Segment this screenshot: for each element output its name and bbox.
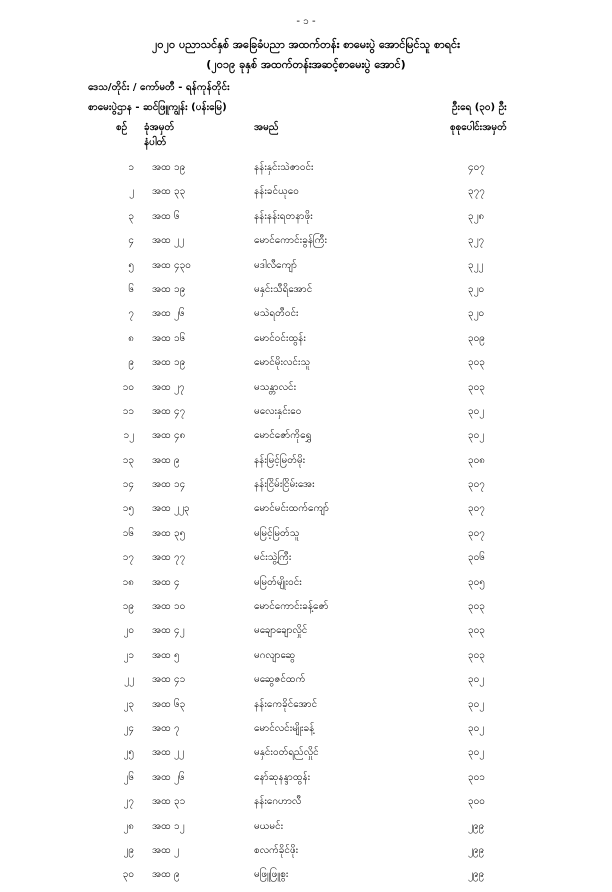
results-table [0, 160, 612, 892]
row-number: ၂ [129, 186, 134, 198]
roll-number: အထ ၂ [152, 844, 179, 856]
total-marks: ၃၀၂ [468, 747, 485, 759]
total-marks: ၃၀၅ [468, 576, 485, 588]
total-marks: ၃၀၂ [468, 405, 485, 417]
row-number: ၃၀ [122, 869, 134, 881]
table-row [0, 550, 612, 574]
roll-number: အထ ၅ [152, 649, 180, 661]
table-row [0, 599, 612, 623]
row-number: ၁၉ [122, 601, 134, 613]
document-subtitle: (၂၀၁၉ ခုနှစ် အထက်တန်းအဆင့်စာမေးပွဲ အောင်) [206, 58, 406, 71]
total-marks: ၃၀၃ [468, 381, 485, 393]
row-number: ၁၈ [122, 576, 134, 588]
row-number: ၁၅ [122, 503, 134, 515]
center-line: စာမေးပွဲဌာန - ဆင်ဖြူကျွန်း (ပန်းမြေ) [88, 102, 227, 113]
total-count: ဦးရေ (၃၀) ဦး [452, 102, 507, 113]
row-number: ၂၂ [124, 674, 134, 686]
table-row [0, 331, 612, 355]
roll-number: အထ ၂၇ [152, 381, 185, 393]
total-marks: ၃၀၃ [468, 625, 485, 637]
header-marks: စုစုပေါင်းအမှတ် [450, 122, 507, 133]
roll-number: အထ ၄ [152, 576, 180, 588]
student-name: မောင်ကောင်းခွန်ကြီး [254, 235, 328, 247]
row-number: ၁၆ [122, 527, 134, 539]
row-number: ၆ [128, 283, 134, 295]
student-name: မလေးနှင်းဝေ [254, 405, 302, 417]
row-number: ၃ [128, 210, 134, 222]
student-name: နန်းမြင့်မြတ်မိုး [254, 454, 306, 466]
student-name: စလက်ခိုင်ဖိုး [254, 844, 299, 856]
total-marks: ၃၀၃ [468, 357, 485, 369]
roll-number: အထ ၁၉ [152, 283, 186, 295]
table-row [0, 794, 612, 818]
table-row [0, 428, 612, 452]
student-name: မဆွေဇင်ထက် [254, 674, 306, 686]
row-number: ၁၁ [122, 405, 134, 417]
header-name: အမည် [254, 122, 279, 133]
student-name: မဒါလီကျော် [254, 259, 297, 271]
roll-number: အထ ၉ [152, 869, 180, 881]
student-name: မောင်ဝင်းထွန်း [254, 332, 306, 344]
total-marks: ၃၂၀ [468, 283, 485, 295]
row-number: ၂၄ [123, 722, 134, 734]
table-row [0, 282, 612, 306]
table-row [0, 697, 612, 721]
student-name: နန်းနန်းရတနာဖိုး [254, 210, 313, 222]
table-row [0, 477, 612, 501]
roll-number: အထ ၁၉ [152, 162, 186, 173]
table-row [0, 526, 612, 550]
roll-number: အထ ၁၄ [152, 479, 186, 491]
row-number: ၁၄ [122, 479, 134, 491]
roll-number: အထ ၂၂ [152, 235, 184, 247]
row-number: ၂၇ [123, 796, 134, 808]
roll-number: အထ ၃၅ [152, 527, 186, 539]
location-line: ဒေသ/တိုင်း / ကော်မတီ - ရန်ကုန်တိုင်း [88, 82, 230, 93]
table-row [0, 258, 612, 282]
roll-number: အထ ၆ [152, 210, 180, 222]
row-number: ၁ [128, 162, 134, 173]
table-row [0, 575, 612, 599]
row-number: ၄ [128, 235, 134, 247]
row-number: ၈ [128, 332, 134, 344]
table-row [0, 648, 612, 672]
student-name: မင်းသွဲ့ကြီး [254, 552, 292, 564]
table-row [0, 819, 612, 843]
roll-number: အထ ၁၂ [152, 820, 185, 832]
student-name: မနှင်းဝတ်ရည်လှိုင် [254, 747, 319, 759]
table-row [0, 306, 612, 330]
roll-number: အထ ၉ [152, 454, 180, 466]
student-name: နန်းကေခိုင်အောင် [254, 698, 318, 710]
total-marks: ၃၀၃ [468, 649, 485, 661]
page-number: - ၁ - [296, 16, 316, 27]
student-name: မသန္တာလင်း [254, 381, 297, 393]
roll-number: အထ ၃၁ [152, 796, 186, 808]
row-number: ၁၂ [123, 430, 134, 442]
roll-number: အထ ၃၃ [152, 186, 186, 198]
student-name: နန်းခင်ယုဝေ [254, 186, 299, 198]
table-row [0, 184, 612, 208]
student-name: မနှင်းသီရိအောင် [254, 283, 313, 295]
total-marks: ၃၀၆ [468, 552, 485, 564]
row-number: ၂၃ [123, 698, 134, 710]
row-number: ၂၀ [123, 625, 134, 637]
roll-number: အထ ၁၆ [152, 332, 186, 344]
student-name: မောင်လင်းမျိုးခန့် [254, 722, 315, 734]
student-name: မယမင်း [254, 820, 284, 832]
total-marks: ၃၀၈ [468, 454, 485, 466]
roll-number: အထ ၄၁ [152, 674, 186, 686]
total-marks: ၃၇၇ [468, 186, 485, 198]
row-number: ၁၇ [122, 552, 134, 564]
total-marks: ၃၀၀ [468, 796, 485, 808]
total-marks: ၃၀၇ [468, 527, 485, 539]
student-name: မောင်ကောင်းခန့်ဇော် [254, 601, 329, 613]
roll-number: အထ ၄၈ [152, 430, 186, 442]
row-number: ၅ [128, 259, 134, 271]
row-number: ၉ [128, 357, 134, 369]
total-marks: ၄၀၇ [468, 162, 485, 173]
table-row [0, 209, 612, 233]
table-row [0, 867, 612, 891]
total-marks: ၃၀၃ [468, 601, 485, 613]
total-marks: ၃၀၉ [468, 332, 485, 344]
table-row [0, 745, 612, 769]
table-row [0, 380, 612, 404]
student-name: မသဲရတီဝင်း [254, 308, 299, 320]
table-row [0, 355, 612, 379]
total-marks: ၃၀၇ [468, 503, 485, 515]
table-row [0, 453, 612, 477]
roll-number: အထ ၆၃ [152, 698, 186, 710]
total-marks: ၃၀၇ [468, 479, 485, 491]
roll-number: အထ ၇၇ [152, 552, 186, 564]
total-marks: ၃၂၇ [468, 235, 485, 247]
row-number: ၂၉ [123, 844, 134, 856]
table-row [0, 770, 612, 794]
student-name: နော်ဆုနန္ဒာထွန်း [254, 771, 311, 783]
table-row [0, 623, 612, 647]
row-number: ၁၀ [122, 381, 134, 393]
table-row [0, 501, 612, 525]
total-marks: ၂၉၉ [468, 844, 485, 856]
student-name: မဖြူဖြူစွး [254, 869, 289, 881]
student-name: နန်းနှင်းသဲဇာဝင်း [254, 162, 314, 173]
table-row [0, 721, 612, 745]
student-name: မချောချောလှိုင် [254, 625, 308, 637]
total-marks: ၃၂၈ [468, 210, 485, 222]
row-number: ၂၆ [123, 771, 134, 783]
roll-number: အထ ၁၀ [152, 601, 186, 613]
header-roll-sub: နံပါတ် [144, 137, 167, 148]
total-marks: ၃၀၂ [468, 674, 485, 686]
student-name: မောင်မိုးလင်းသူ [254, 357, 311, 369]
table-row [0, 233, 612, 257]
total-marks: ၂၉၉ [468, 820, 485, 832]
roll-number: အထ ၁၉ [152, 357, 186, 369]
roll-number: အထ ၂၂ [152, 747, 184, 759]
total-marks: ၂၉၉ [468, 869, 485, 881]
roll-number: အထ ၇ [152, 722, 180, 734]
student-name: မမြတ်မျိုးဝင်း [254, 576, 302, 588]
student-name: နန်းငြိမ်းငြိမ်းအေး [254, 479, 315, 491]
student-name: မမြင့်မြတ်သူ [254, 527, 300, 539]
total-marks: ၃၀၁ [468, 771, 485, 783]
table-row [0, 404, 612, 428]
total-marks: ၃၀၂ [468, 430, 485, 442]
roll-number: အထ ၄၇ [152, 405, 186, 417]
total-marks: ၃၀၂ [468, 698, 485, 710]
roll-number: အထ ၄၃၀ [152, 259, 191, 271]
table-row [0, 672, 612, 696]
row-number: ၂၈ [123, 820, 134, 832]
total-marks: ၃၀၂ [468, 722, 485, 734]
total-marks: ၃၂၂ [468, 259, 484, 271]
total-marks: ၃၂၀ [468, 308, 485, 320]
roll-number: အထ ၂၆ [152, 771, 185, 783]
document-title: ၂၀၂၀ ပညာသင်နှစ် အခြေခံပညာ အထက်တန်း စာမေးပွဲ အောင်မြင်သူ စာရင်း [152, 38, 460, 51]
header-no: စဉ် [116, 122, 128, 133]
row-number: ၁၃ [122, 454, 134, 466]
table-row [0, 843, 612, 867]
student-name: မဂလျာဆွေ [254, 649, 296, 661]
roll-number: အထ ၂၂၃ [152, 503, 190, 515]
table-row [0, 160, 612, 184]
student-name: မောင်ဇော်ကိုရွှေ [254, 430, 312, 442]
row-number: ၂၁ [123, 649, 134, 661]
roll-number: အထ ၄၂ [152, 625, 185, 637]
header-roll: ခုံအမှတ် [144, 122, 175, 133]
row-number: ၂၅ [123, 747, 134, 759]
student-name: နန်းဂေဟာလီ [254, 796, 302, 808]
student-name: မောင်မင်းထက်ကျော် [254, 503, 329, 515]
roll-number: အထ ၂၆ [152, 308, 185, 320]
row-number: ၇ [128, 308, 134, 320]
